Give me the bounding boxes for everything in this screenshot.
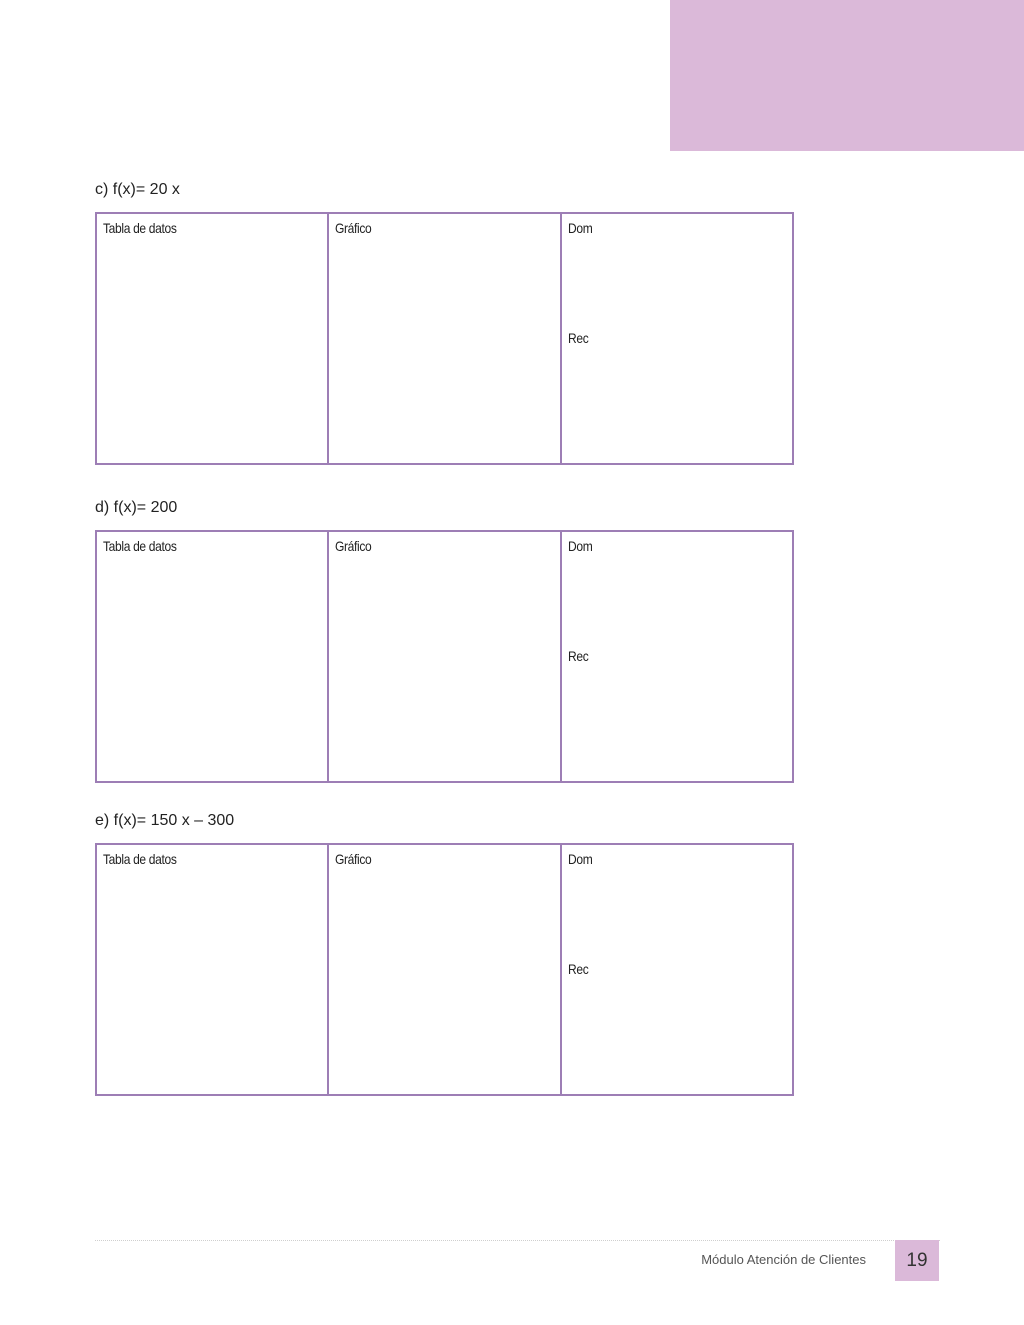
range-label: Rec	[567, 648, 589, 664]
exercise-e-title: e) f(x)= 150 x – 300	[95, 812, 235, 829]
domain-label: Dom	[567, 538, 593, 554]
footer-divider	[95, 1240, 940, 1241]
domain-range-cell	[560, 532, 792, 781]
graph-label: Gráfico	[335, 851, 372, 867]
range-label: Rec	[567, 961, 589, 977]
graph-cell	[327, 214, 559, 463]
graph-label: Gráfico	[335, 220, 372, 236]
graph-label: Gráfico	[335, 538, 372, 554]
range-label: Rec	[567, 330, 589, 346]
exercise-d-title: d) f(x)= 200	[95, 499, 178, 516]
data-table-cell	[97, 214, 327, 463]
domain-range-cell	[560, 845, 792, 1094]
graph-cell	[327, 845, 559, 1094]
exercise-d-table	[95, 530, 794, 783]
domain-label: Dom	[567, 220, 593, 236]
exercise-e-table	[95, 843, 794, 1096]
footer-module-name: Módulo Atención de Clientes	[701, 1252, 866, 1267]
data-table-label: Tabla de datos	[103, 220, 177, 236]
domain-label: Dom	[567, 851, 593, 867]
data-table-cell	[97, 845, 327, 1094]
exercise-c-title: c) f(x)= 20 x	[95, 181, 180, 198]
page-number: 19	[895, 1240, 939, 1281]
data-table-label: Tabla de datos	[103, 538, 177, 554]
domain-range-cell	[560, 214, 792, 463]
graph-cell	[327, 532, 559, 781]
decorative-corner-block	[670, 0, 1024, 151]
exercise-c-table	[95, 212, 794, 465]
data-table-cell	[97, 532, 327, 781]
data-table-label: Tabla de datos	[103, 851, 177, 867]
